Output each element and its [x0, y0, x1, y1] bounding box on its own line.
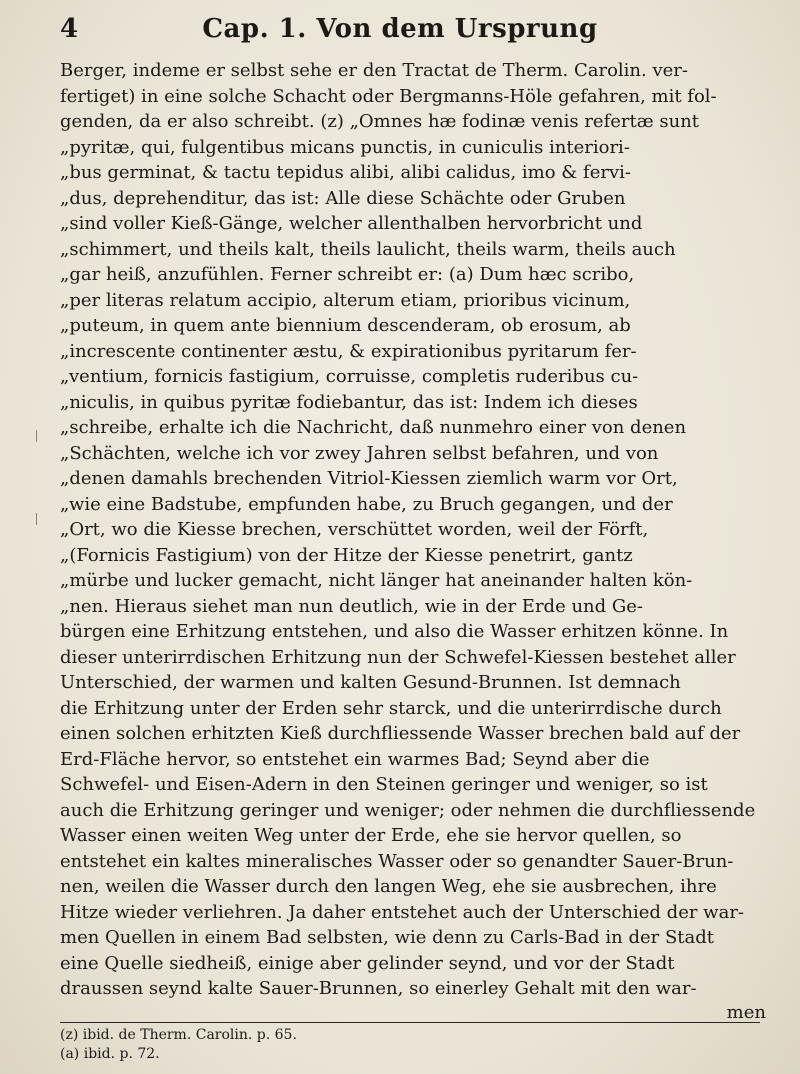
text-line: auch die Erhitzung geringer und weniger; oder nehmen die durchfliessende	[60, 799, 756, 821]
text-line: „increscente continenter æstu, & expirationibus pyritarum fer-	[60, 340, 637, 362]
text-line: Berger, indeme er selbst sehe er den Tractat de Therm. Carolin. ver-	[60, 60, 688, 81]
text-line: „pyritæ, qui, fulgentibus micans punctis, in cuniculis interiori-	[60, 136, 630, 158]
margin-mark	[36, 513, 43, 525]
text-line: „denen damahls brechenden Vitriol-Kiessen ziemlich warm vor Ort,	[60, 468, 678, 489]
text-line: „Schächten, welche ich vor zwey Jahren selbst befahren, und von	[60, 442, 659, 464]
text-line: „gar heiß, anzufühlen. Ferner schreibt er: (a) Dum hæc scribo,	[60, 264, 635, 285]
footnote: (z) ibid. de Therm. Carolin. p. 65.	[60, 1027, 297, 1043]
text-line: „sind voller Kieß-Gänge, welcher allenthalben hervorbricht und	[60, 213, 643, 234]
text-line: die Erhitzung unter der Erden sehr starck, und die unterirrdische durch	[60, 697, 722, 719]
text-line: „wie eine Badstube, empfunden habe, zu Bruch gegangen, und der	[60, 493, 673, 515]
text-line: Schwefel- und Eisen-Adern in den Steinen geringer und weniger, so ist	[60, 774, 708, 795]
text-line: einen solchen erhitzten Kieß durchfliessende Wasser brechen bald auf der	[60, 723, 741, 744]
text-line: nen, weilen die Wasser durch den langen Weg, ehe sie ausbrechen, ihre	[60, 876, 717, 897]
text-line: „niculis, in quibus pyritæ fodiebantur, das ist: Indem ich dieses	[60, 391, 638, 413]
page-number: 4	[60, 14, 79, 44]
text-line: eine Quelle siedheiß, einige aber gelinder seynd, und vor der Stadt	[60, 952, 675, 974]
text-line: men Quellen in einem Bad selbsten, wie denn zu Carls-Bad in der Stadt	[60, 927, 714, 948]
text-line: genden, da er also schreibt. (z) „Omnes hæ fodinæ venis refertæ sunt	[60, 111, 700, 132]
footnotes	[60, 1026, 774, 1064]
text-line: „ventium, fornicis fastigium, corruisse, completis ruderibus cu-	[60, 366, 639, 387]
text-line: „Ort, wo die Kiesse brechen, verschüttet worden, weil der Förft,	[60, 519, 649, 540]
page-header	[60, 14, 740, 50]
text-line: „bus germinat, & tactu tepidus alibi, alibi calidus, imo & fervi-	[60, 162, 631, 183]
text-line: Erd-Fläche hervor, so entstehet ein warmes Bad; Seynd aber die	[60, 748, 650, 770]
margin-mark	[36, 430, 43, 442]
text-line: „schimmert, und theils kalt, theils laulicht, theils warm, theils auch	[60, 238, 676, 260]
text-line: „dus, deprehenditur, das ist: Alle diese Schächte oder Gruben	[60, 187, 626, 209]
text-line: „schreibe, erhalte ich die Nachricht, daß nunmehro einer von denen	[60, 417, 687, 438]
text-line: fertiget) in eine solche Schacht oder Bergmanns-Höle gefahren, mit fol-	[60, 85, 717, 107]
body-text	[60, 58, 774, 1002]
text-line: Wasser einen weiten Weg unter der Erde, ehe sie hervor quellen, so	[60, 825, 682, 846]
text-line: dieser unterirrdischen Erhitzung nun der Schwefel-Kiessen bestehet aller	[60, 646, 736, 668]
text-line: entstehet ein kaltes mineralisches Wasser oder so genandter Sauer-Brun-	[60, 850, 734, 872]
text-line: „per literas relatum accipio, alterum etiam, prioribus vicinum,	[60, 289, 631, 311]
text-line: Unterschied, der warmen und kalten Gesund-Brunnen. Ist demnach	[60, 672, 681, 693]
text-line: „mürbe und lucker gemacht, nicht länger hat aneinander halten kön-	[60, 570, 693, 591]
running-head: Cap. 1. Von dem Ursprung	[202, 14, 598, 44]
text-line: „nen. Hieraus siehet man nun deutlich, wie in der Erde und Ge-	[60, 595, 643, 617]
text-line: Hitze wieder verliehren. Ja daher entstehet auch der Unterschied der war-	[60, 901, 744, 923]
text-line: „(Fornicis Fastigium) von der Hitze der Kiesse penetrirt, gantz	[60, 544, 633, 566]
text-line: draussen seynd kalte Sauer-Brunnen, so einerley Gehalt mit den war-	[60, 978, 697, 999]
text-line: „puteum, in quem ante biennium descenderam, ob erosum, ab	[60, 315, 631, 336]
footnote: (a) ibid. p. 72.	[60, 1046, 160, 1062]
text-line: bürgen eine Erhitzung entstehen, und also die Wasser erhitzen könne. In	[60, 621, 729, 642]
catchword: men	[726, 1002, 766, 1023]
footnote-rule	[60, 1022, 760, 1023]
